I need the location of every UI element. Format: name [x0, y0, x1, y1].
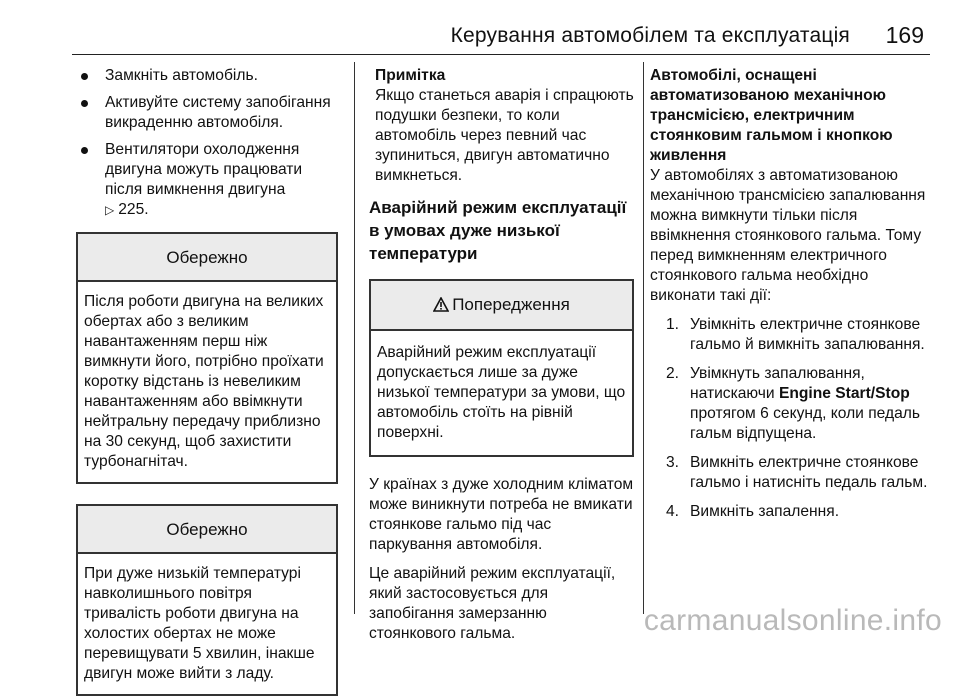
note-text: Якщо станеться аварія і спрацюють подушки безпеки, то коли автомобіль через певний час зупиниться, двигун автоматично вимкнеться.: [375, 87, 634, 184]
button-name-engine-start-stop: Engine Start/Stop: [778, 385, 910, 402]
bullet-icon: [81, 100, 88, 107]
list-item: [76, 93, 338, 133]
section-heading: Аварійний режим експлуатації в умовах дуже низької температури: [369, 198, 627, 263]
list-item: [650, 453, 928, 493]
step-text: Увімкніть електричне стоянкове гальмо й вимкніть запалювання.: [690, 316, 925, 353]
subsection-heading: Автомобілі, оснащені автоматизованою механічною трансмісією, електричним стоянковим гальмом і кнопкою живлення: [650, 67, 893, 164]
list-item: [650, 315, 928, 355]
list-item: [76, 66, 338, 86]
list-item: [76, 140, 338, 220]
warning-text: Аварійний режим експлуатації допускається лише за дуже низької температури за умови, що автомобіль стоїть на рівній поверхні.: [377, 344, 626, 441]
warning-box: [369, 279, 634, 457]
note-block: [369, 66, 634, 186]
warning-heading: Попередження: [452, 295, 570, 314]
list-item: [650, 364, 928, 444]
bullet-icon: [81, 73, 88, 80]
warning-triangle-icon: [433, 297, 449, 317]
paragraph: У автомобілях з автоматизованою механічною трансмісією запалювання можна вимкнути тільки після ввімкнення стоянкового гальма. Тому перед вимкненням електричного стоянкового гальма необхідно виконати такі дії:: [650, 167, 926, 304]
bullet-icon: [81, 147, 88, 154]
page-header: [0, 0, 960, 52]
caution-text: При дуже низькій температурі навколишнього повітря тривалість роботи двигуна на холостих обертах не може перевищувати 5 хвилин, інакше двигун може вийти з ладу.: [84, 565, 315, 682]
page-number: 169: [885, 22, 924, 48]
caution-text: Після роботи двигуна на великих обертах або з великим навантаженням перш ніж вимкнути його, потрібно проїхати коротку відстань із невеликим навантаженням або ввімкнути нейтральну передачу приблизно на 30 секунд, щоб захистити турбонагнітач.: [84, 293, 324, 470]
paragraph: Це аварійний режим експлуатації, який застосовується для запобігання замерзанню стоянкового гальма.: [369, 565, 616, 642]
header-divider: [72, 54, 930, 55]
list-item-text: Замкніть автомобіль.: [105, 67, 258, 84]
step-text: Вимкніть електричне стоянкове гальмо і натисніть педаль гальм.: [690, 454, 928, 491]
caution-box: [76, 232, 338, 484]
steps-list: [650, 315, 928, 522]
column-divider-1: [354, 62, 355, 614]
note-title: Примітка: [375, 67, 446, 84]
list-item-text: Вентилятори охолодження двигуна можуть працювати після вимкнення двигуна: [105, 141, 303, 198]
step-number: 3.: [666, 454, 680, 471]
bullet-list: [76, 66, 338, 220]
step-text: Увімкнуть запалювання, натискаючи: [690, 365, 865, 402]
caution-heading: Обережно: [78, 506, 336, 554]
watermark: carmanualsonline.info: [643, 604, 942, 637]
list-item-text: Активуйте систему запобігання викраденню автомобіля.: [105, 94, 331, 131]
list-item: [650, 502, 928, 522]
page-reference-link[interactable]: 225.: [118, 201, 149, 218]
step-text: протягом 6 секунд, коли педаль гальм відпущена.: [690, 405, 920, 442]
step-number: 2.: [666, 365, 680, 382]
arrow-reference-icon: ▷: [105, 203, 115, 217]
step-number: 1.: [666, 316, 680, 333]
paragraph: У країнах з дуже холодним кліматом може виникнути потреба не вмикати стоянкове гальмо під час паркування автомобіля.: [369, 476, 634, 553]
column-left: [76, 66, 338, 696]
column-middle: [369, 66, 634, 653]
step-text: Вимкніть запалення.: [690, 503, 840, 520]
caution-heading: Обережно: [78, 234, 336, 282]
column-right: [650, 66, 928, 531]
warning-header: [371, 281, 632, 331]
step-number: 4.: [666, 503, 680, 520]
column-divider-2: [643, 62, 644, 614]
caution-box: [76, 504, 338, 696]
page-title: Керування автомобілем та експлуатація: [450, 24, 850, 47]
